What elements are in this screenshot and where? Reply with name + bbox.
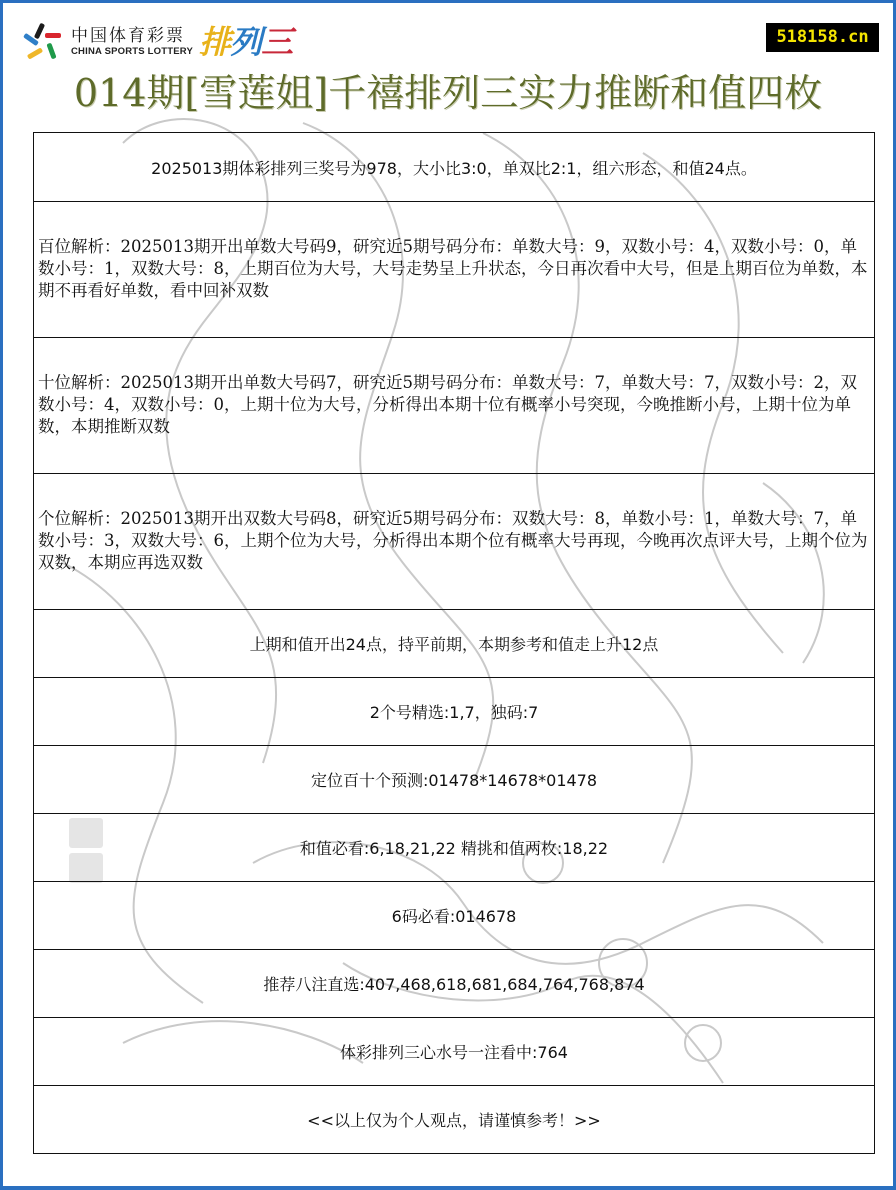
prediction-table (33, 132, 875, 1154)
row-text: 个位解析：2025013期开出双数大号码8，研究近5期号码分布：双数大号：8，单数小号：1，单数大号：7，单数小号：3，双数大号：6，上期个位为大号，分析得出本期个位有概率大号再现，今晚再次点评大号，上期个位为双数，本期应再选双数 (38, 509, 868, 572)
page-title: 014期[雪莲姐]千禧排列三实力推断和值四枚 (73, 71, 823, 115)
lottery-star-logo-icon (21, 21, 65, 63)
analysis-row (34, 201, 874, 337)
analysis-row (34, 337, 874, 473)
table-row (34, 609, 874, 677)
table-row (34, 949, 874, 1017)
table-row (34, 745, 874, 813)
row-text: 体彩排列三心水号一注看中:764 (340, 1043, 568, 1062)
analysis-row (34, 473, 874, 609)
row-text: <<以上仅为个人观点，请谨慎参考！>> (307, 1111, 601, 1130)
row-text: 定位百十个预测:01478*14678*01478 (310, 771, 598, 790)
game-name-char: 列 (230, 23, 262, 61)
row-text: 2个号精选:1,7，独码:7 (369, 703, 539, 722)
table-row (34, 881, 874, 949)
logo-chinese-name: 中国体育彩票 (71, 26, 185, 46)
table-row (34, 677, 874, 745)
row-text: 2025013期体彩排列三奖号为978，大小比3:0，单双比2:1，组六形态，和值24点。 (151, 158, 757, 178)
row-text: 和值必看:6,18,21,22 精挑和值两枚:18,22 (299, 839, 609, 858)
row-text: 推荐八注直选:407,468,618,681,684,764,768,874 (263, 975, 645, 994)
table-row (34, 133, 874, 201)
row-text: 6码必看:014678 (391, 907, 517, 926)
table-row (34, 1085, 874, 1153)
table-row (34, 813, 874, 881)
site-badge[interactable]: 518158.cn (766, 23, 879, 52)
row-text: 上期和值开出24点，持平前期，本期参考和值走上升12点 (249, 635, 659, 654)
logo-english-name: CHINA SPORTS LOTTERY (71, 46, 194, 57)
row-text: 十位解析：2025013期开出单数大号码7，研究近5期号码分布：单数大号：7，单数大号：7，双数小号：2，双数小号：4，双数小号：0，上期十位为大号，分析得出本期十位有概率小号突现，今晚推断小号，上期十位为单数，本期推断双数 (38, 373, 857, 436)
table-row (34, 1017, 874, 1085)
game-name-char: 排 (199, 23, 231, 61)
china-sports-lottery-logo (21, 21, 292, 63)
page-header (3, 3, 893, 128)
game-name-logo (199, 24, 292, 60)
game-name-char: 三 (261, 23, 293, 61)
row-text: 百位解析：2025013期开出单数大号码9，研究近5期号码分布：单数大号：9，双数小号：4，双数小号：0，单数小号：1，双数大号：8，上期百位为大号，大号走势呈上升状态，今日再次看中大号，但是上期百位为单数，本期不再看好单数，看中回补双数 (38, 237, 868, 300)
